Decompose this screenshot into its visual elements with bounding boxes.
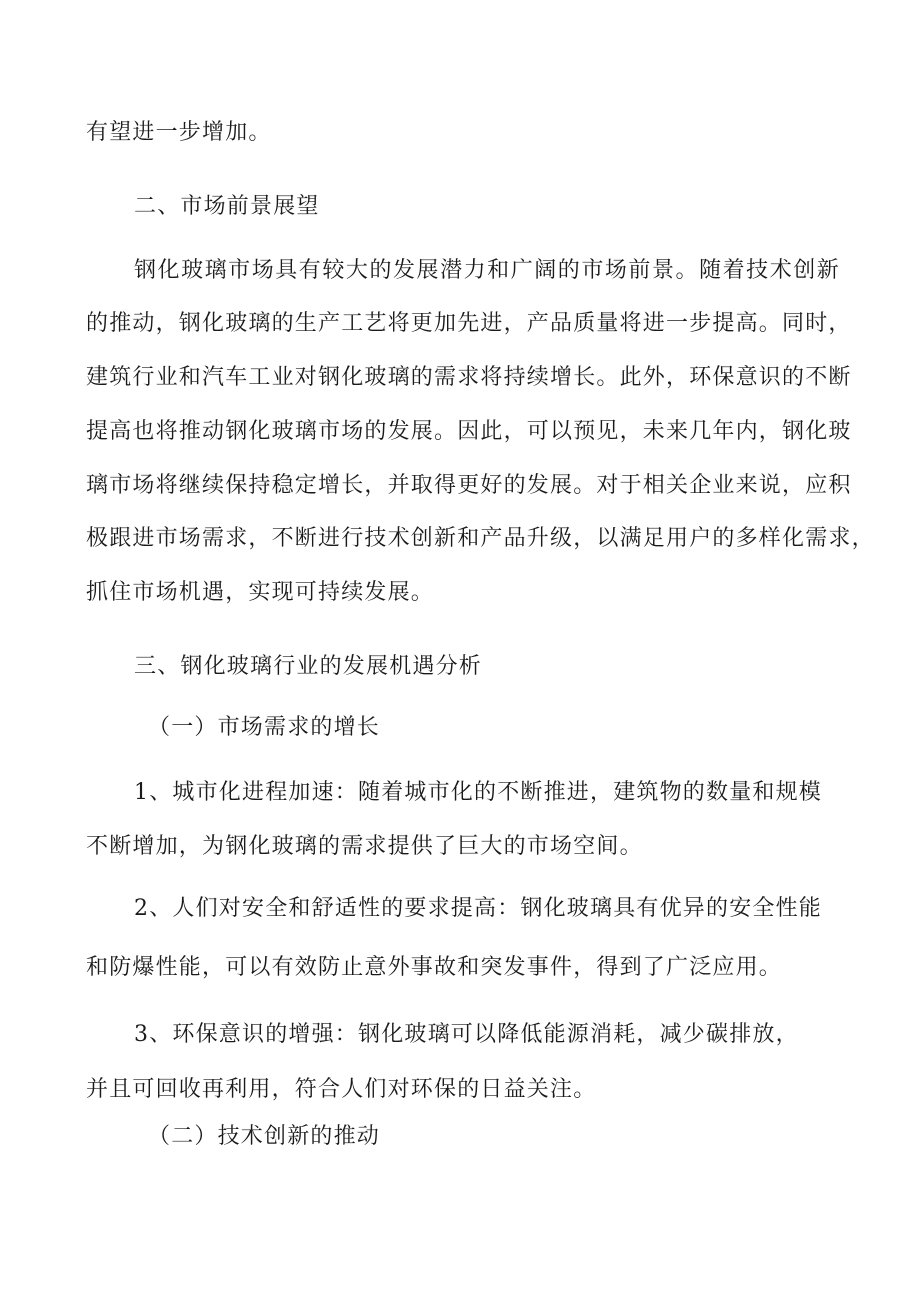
paragraph-line: 的推动，钢化玻璃的生产工艺将更加先进，产品质量将进一步提高。同时， xyxy=(86,311,852,336)
paragraph-line: 建筑行业和汽车工业对钢化玻璃的需求将持续增长。此外，环保意识的不断 xyxy=(86,365,852,390)
list-item-1-line: 不断增加，为钢化玻璃的需求提供了巨大的市场空间。 xyxy=(86,834,643,859)
paragraph-line: 提高也将推动钢化玻璃市场的发展。因此，可以预见，未来几年内，钢化玻 xyxy=(86,419,852,444)
subsection-heading-innovation: （二）技术创新的推动 xyxy=(148,1124,381,1149)
list-item-2-line: 2、人们对安全和舒适性的要求提高：钢化玻璃具有优异的安全性能 xyxy=(134,896,822,921)
list-item-3-line: 3、环保意识的增强：钢化玻璃可以降低能源消耗，减少碳排放， xyxy=(134,1022,799,1047)
list-item-2-line: 和防爆性能，可以有效防止意外事故和突发事件，得到了广泛应用。 xyxy=(86,955,783,980)
paragraph-line: 钢化玻璃市场具有较大的发展潜力和广阔的市场前景。随着技术创新 xyxy=(134,258,840,283)
continuation-text: 有望进一步增加。 xyxy=(86,120,272,145)
paragraph-line: 极跟进市场需求，不断进行技术创新和产品升级，以满足用户的多样化需求， xyxy=(86,526,875,551)
list-item-3-line: 并且可回收再利用，符合人们对环保的日益关注。 xyxy=(86,1077,597,1102)
paragraph-line: 抓住市场机遇，实现可持续发展。 xyxy=(86,580,435,605)
list-item-1-line: 1、城市化进程加速：随着城市化的不断推进，建筑物的数量和规模 xyxy=(134,780,822,805)
subsection-heading-demand: （一）市场需求的增长 xyxy=(148,715,381,740)
paragraph-line: 璃市场将继续保持稳定增长，并取得更好的发展。对于相关企业来说，应积 xyxy=(86,473,852,498)
section-heading-opportunities: 三、钢化玻璃行业的发展机遇分析 xyxy=(134,654,483,679)
section-heading-market-outlook: 二、市场前景展望 xyxy=(134,194,320,219)
